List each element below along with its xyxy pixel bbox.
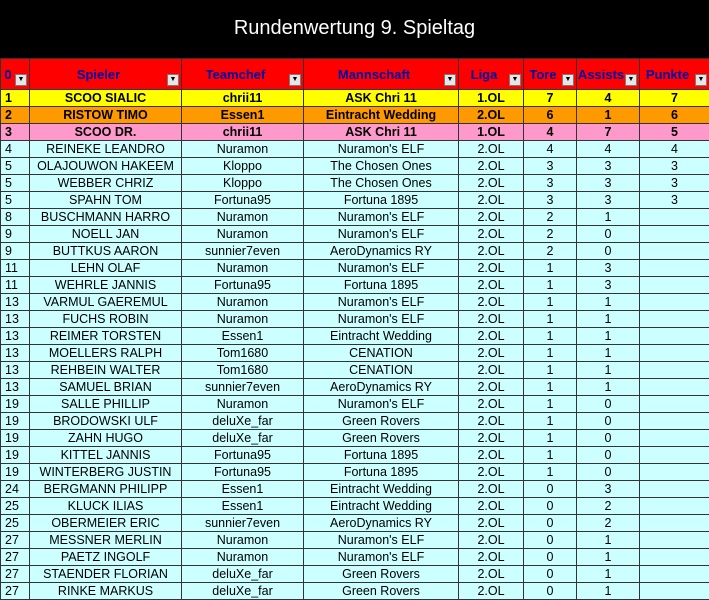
cell-tore: 0 <box>524 583 577 600</box>
cell-rank: 9 <box>1 243 30 260</box>
cell-tore: 1 <box>524 464 577 481</box>
cell-teamchef: Nuramon <box>182 549 304 566</box>
cell-rank: 11 <box>1 277 30 294</box>
cell-assists: 2 <box>577 498 640 515</box>
cell-punkte <box>640 379 709 396</box>
cell-spieler: LEHN OLAF <box>30 260 182 277</box>
cell-spieler: MOELLERS RALPH <box>30 345 182 362</box>
cell-teamchef: Fortuna95 <box>182 192 304 209</box>
column-header-label: Spieler <box>77 67 134 82</box>
cell-tore: 1 <box>524 311 577 328</box>
cell-teamchef: sunnier7even <box>182 515 304 532</box>
cell-tore: 2 <box>524 209 577 226</box>
filter-dropdown-arrow-icon[interactable]: ▼ <box>562 74 574 86</box>
cell-assists: 3 <box>577 175 640 192</box>
column-header-punkte <box>640 59 709 90</box>
cell-rank: 5 <box>1 158 30 175</box>
cell-mannschaft: Fortuna 1895 <box>304 464 459 481</box>
column-header-rank <box>1 59 30 90</box>
cell-assists: 3 <box>577 192 640 209</box>
cell-tore: 0 <box>524 481 577 498</box>
cell-mannschaft: Green Rovers <box>304 413 459 430</box>
cell-spieler: OBERMEIER ERIC <box>30 515 182 532</box>
table-row <box>1 515 709 532</box>
cell-rank: 27 <box>1 583 30 600</box>
cell-punkte: 6 <box>640 107 709 124</box>
cell-assists: 0 <box>577 447 640 464</box>
cell-rank: 19 <box>1 413 30 430</box>
cell-tore: 1 <box>524 362 577 379</box>
cell-assists: 1 <box>577 549 640 566</box>
cell-liga: 2.OL <box>459 566 524 583</box>
cell-spieler: SALLE PHILLIP <box>30 396 182 413</box>
cell-punkte <box>640 413 709 430</box>
cell-punkte <box>640 345 709 362</box>
cell-liga: 2.OL <box>459 532 524 549</box>
cell-rank: 1 <box>1 90 30 107</box>
cell-punkte: 3 <box>640 158 709 175</box>
cell-liga: 2.OL <box>459 243 524 260</box>
cell-spieler: OLAJOUWON HAKEEM <box>30 158 182 175</box>
cell-assists: 1 <box>577 362 640 379</box>
column-header-label: 0 <box>4 67 25 82</box>
cell-punkte: 3 <box>640 192 709 209</box>
cell-mannschaft: Green Rovers <box>304 566 459 583</box>
table-row <box>1 362 709 379</box>
cell-teamchef: Fortuna95 <box>182 447 304 464</box>
cell-mannschaft: Nuramon's ELF <box>304 396 459 413</box>
cell-mannschaft: Eintracht Wedding <box>304 481 459 498</box>
table-row <box>1 90 709 107</box>
column-header-label: Teamchef <box>206 67 280 82</box>
cell-tore: 1 <box>524 277 577 294</box>
table-row <box>1 396 709 413</box>
cell-punkte <box>640 549 709 566</box>
cell-assists: 3 <box>577 277 640 294</box>
cell-assists: 1 <box>577 532 640 549</box>
cell-teamchef: Nuramon <box>182 141 304 158</box>
cell-assists: 0 <box>577 243 640 260</box>
cell-spieler: VARMUL GAEREMUL <box>30 294 182 311</box>
cell-teamchef: Essen1 <box>182 498 304 515</box>
table-row <box>1 158 709 175</box>
cell-liga: 2.OL <box>459 362 524 379</box>
table-row <box>1 192 709 209</box>
cell-tore: 2 <box>524 243 577 260</box>
cell-tore: 3 <box>524 158 577 175</box>
cell-mannschaft: Nuramon's ELF <box>304 311 459 328</box>
cell-assists: 1 <box>577 209 640 226</box>
cell-assists: 1 <box>577 379 640 396</box>
cell-tore: 0 <box>524 515 577 532</box>
cell-mannschaft: Eintracht Wedding <box>304 107 459 124</box>
cell-tore: 0 <box>524 532 577 549</box>
cell-spieler: SCOO SIALIC <box>30 90 182 107</box>
table-row <box>1 260 709 277</box>
cell-rank: 19 <box>1 447 30 464</box>
table-row <box>1 124 709 141</box>
cell-tore: 1 <box>524 294 577 311</box>
cell-rank: 4 <box>1 141 30 158</box>
cell-liga: 2.OL <box>459 583 524 600</box>
cell-assists: 3 <box>577 260 640 277</box>
cell-rank: 13 <box>1 362 30 379</box>
cell-mannschaft: Nuramon's ELF <box>304 226 459 243</box>
cell-teamchef: sunnier7even <box>182 379 304 396</box>
cell-liga: 2.OL <box>459 549 524 566</box>
cell-mannschaft: The Chosen Ones <box>304 158 459 175</box>
cell-tore: 1 <box>524 413 577 430</box>
cell-rank: 2 <box>1 107 30 124</box>
cell-liga: 2.OL <box>459 294 524 311</box>
table-row <box>1 209 709 226</box>
table-row <box>1 107 709 124</box>
filter-dropdown-arrow-icon[interactable]: ▼ <box>625 74 637 86</box>
cell-punkte <box>640 515 709 532</box>
table-body <box>1 90 709 600</box>
cell-mannschaft: Nuramon's ELF <box>304 141 459 158</box>
cell-punkte <box>640 362 709 379</box>
cell-rank: 5 <box>1 192 30 209</box>
table-row <box>1 141 709 158</box>
cell-liga: 2.OL <box>459 498 524 515</box>
cell-punkte <box>640 311 709 328</box>
cell-assists: 0 <box>577 464 640 481</box>
cell-mannschaft: Nuramon's ELF <box>304 549 459 566</box>
cell-mannschaft: Eintracht Wedding <box>304 328 459 345</box>
cell-mannschaft: Fortuna 1895 <box>304 277 459 294</box>
cell-rank: 5 <box>1 175 30 192</box>
cell-tore: 2 <box>524 226 577 243</box>
cell-rank: 25 <box>1 515 30 532</box>
cell-tore: 7 <box>524 90 577 107</box>
cell-spieler: FUCHS ROBIN <box>30 311 182 328</box>
cell-punkte <box>640 277 709 294</box>
cell-rank: 3 <box>1 124 30 141</box>
cell-spieler: SAMUEL BRIAN <box>30 379 182 396</box>
cell-rank: 27 <box>1 532 30 549</box>
cell-tore: 1 <box>524 396 577 413</box>
cell-punkte <box>640 260 709 277</box>
cell-teamchef: Nuramon <box>182 260 304 277</box>
cell-punkte: 7 <box>640 90 709 107</box>
cell-spieler: REINEKE LEANDRO <box>30 141 182 158</box>
cell-tore: 0 <box>524 549 577 566</box>
cell-teamchef: Nuramon <box>182 532 304 549</box>
cell-rank: 19 <box>1 464 30 481</box>
cell-mannschaft: The Chosen Ones <box>304 175 459 192</box>
cell-tore: 1 <box>524 345 577 362</box>
cell-rank: 24 <box>1 481 30 498</box>
filter-dropdown-arrow-icon[interactable]: ▼ <box>444 74 456 86</box>
cell-tore: 3 <box>524 175 577 192</box>
cell-liga: 2.OL <box>459 379 524 396</box>
cell-liga: 1.OL <box>459 124 524 141</box>
cell-punkte <box>640 481 709 498</box>
cell-teamchef: Fortuna95 <box>182 277 304 294</box>
cell-punkte: 5 <box>640 124 709 141</box>
cell-teamchef: deluXe_far <box>182 413 304 430</box>
cell-liga: 2.OL <box>459 226 524 243</box>
cell-teamchef: deluXe_far <box>182 566 304 583</box>
cell-spieler: PAETZ INGOLF <box>30 549 182 566</box>
table-row <box>1 277 709 294</box>
cell-assists: 1 <box>577 583 640 600</box>
cell-mannschaft: Fortuna 1895 <box>304 192 459 209</box>
cell-mannschaft: CENATION <box>304 362 459 379</box>
cell-rank: 19 <box>1 396 30 413</box>
column-header-label: Assists <box>578 67 638 82</box>
table-row <box>1 464 709 481</box>
cell-punkte <box>640 209 709 226</box>
cell-mannschaft: ASK Chri 11 <box>304 124 459 141</box>
cell-rank: 25 <box>1 498 30 515</box>
cell-spieler: BUTTKUS AARON <box>30 243 182 260</box>
cell-tore: 0 <box>524 498 577 515</box>
cell-tore: 1 <box>524 260 577 277</box>
cell-mannschaft: AeroDynamics RY <box>304 515 459 532</box>
cell-assists: 1 <box>577 294 640 311</box>
cell-assists: 0 <box>577 396 640 413</box>
cell-liga: 2.OL <box>459 192 524 209</box>
cell-assists: 1 <box>577 328 640 345</box>
cell-teamchef: deluXe_far <box>182 583 304 600</box>
cell-teamchef: Nuramon <box>182 294 304 311</box>
cell-liga: 2.OL <box>459 447 524 464</box>
column-header-spieler <box>30 59 182 90</box>
cell-punkte <box>640 498 709 515</box>
cell-liga: 2.OL <box>459 311 524 328</box>
cell-liga: 2.OL <box>459 141 524 158</box>
cell-rank: 27 <box>1 549 30 566</box>
cell-teamchef: Tom1680 <box>182 345 304 362</box>
cell-spieler: RISTOW TIMO <box>30 107 182 124</box>
cell-liga: 2.OL <box>459 345 524 362</box>
table-row <box>1 175 709 192</box>
cell-rank: 13 <box>1 345 30 362</box>
cell-rank: 13 <box>1 379 30 396</box>
table-row <box>1 566 709 583</box>
cell-liga: 2.OL <box>459 413 524 430</box>
table-row <box>1 583 709 600</box>
cell-mannschaft: Eintracht Wedding <box>304 498 459 515</box>
cell-assists: 1 <box>577 311 640 328</box>
filter-dropdown-arrow-icon[interactable]: ▼ <box>167 74 179 86</box>
cell-mannschaft: Nuramon's ELF <box>304 209 459 226</box>
cell-assists: 4 <box>577 141 640 158</box>
filter-dropdown-arrow-icon[interactable]: ▼ <box>695 74 707 86</box>
cell-spieler: KLUCK ILIAS <box>30 498 182 515</box>
cell-tore: 1 <box>524 379 577 396</box>
column-header-liga <box>459 59 524 90</box>
cell-teamchef: Essen1 <box>182 107 304 124</box>
cell-tore: 4 <box>524 124 577 141</box>
cell-spieler: MESSNER MERLIN <box>30 532 182 549</box>
cell-teamchef: Fortuna95 <box>182 464 304 481</box>
cell-rank: 13 <box>1 311 30 328</box>
cell-teamchef: Kloppo <box>182 175 304 192</box>
cell-teamchef: Kloppo <box>182 158 304 175</box>
sheet-title: Rundenwertung 9. Spieltag <box>0 0 709 58</box>
cell-liga: 2.OL <box>459 158 524 175</box>
cell-punkte <box>640 532 709 549</box>
filter-dropdown-arrow-icon[interactable]: ▼ <box>15 74 27 86</box>
filter-dropdown-arrow-icon[interactable]: ▼ <box>289 74 301 86</box>
cell-teamchef: Essen1 <box>182 481 304 498</box>
cell-rank: 11 <box>1 260 30 277</box>
cell-punkte <box>640 226 709 243</box>
cell-tore: 1 <box>524 328 577 345</box>
cell-mannschaft: AeroDynamics RY <box>304 379 459 396</box>
cell-assists: 0 <box>577 430 640 447</box>
cell-assists: 7 <box>577 124 640 141</box>
cell-liga: 2.OL <box>459 277 524 294</box>
cell-teamchef: deluXe_far <box>182 430 304 447</box>
cell-liga: 2.OL <box>459 481 524 498</box>
cell-liga: 2.OL <box>459 209 524 226</box>
table-row <box>1 430 709 447</box>
cell-punkte <box>640 583 709 600</box>
cell-spieler: ZAHN HUGO <box>30 430 182 447</box>
cell-tore: 4 <box>524 141 577 158</box>
cell-spieler: KITTEL JANNIS <box>30 447 182 464</box>
cell-punkte <box>640 447 709 464</box>
table-row <box>1 243 709 260</box>
filter-dropdown-arrow-icon[interactable]: ▼ <box>509 74 521 86</box>
cell-liga: 1.OL <box>459 90 524 107</box>
cell-rank: 8 <box>1 209 30 226</box>
column-header-teamchef <box>182 59 304 90</box>
cell-assists: 2 <box>577 515 640 532</box>
cell-spieler: WEBBER CHRIZ <box>30 175 182 192</box>
cell-spieler: BUSCHMANN HARRO <box>30 209 182 226</box>
cell-teamchef: Nuramon <box>182 226 304 243</box>
column-header-label: Punkte <box>646 67 703 82</box>
cell-teamchef: chrii11 <box>182 90 304 107</box>
cell-teamchef: Essen1 <box>182 328 304 345</box>
cell-teamchef: Tom1680 <box>182 362 304 379</box>
cell-rank: 19 <box>1 430 30 447</box>
cell-punkte <box>640 328 709 345</box>
cell-punkte <box>640 566 709 583</box>
table-row <box>1 413 709 430</box>
cell-assists: 3 <box>577 481 640 498</box>
table-row <box>1 311 709 328</box>
table-row <box>1 481 709 498</box>
cell-spieler: STAENDER FLORIAN <box>30 566 182 583</box>
cell-mannschaft: ASK Chri 11 <box>304 90 459 107</box>
cell-rank: 13 <box>1 328 30 345</box>
cell-rank: 27 <box>1 566 30 583</box>
cell-spieler: WINTERBERG JUSTIN <box>30 464 182 481</box>
ranking-table <box>0 58 709 600</box>
cell-spieler: SCOO DR. <box>30 124 182 141</box>
cell-punkte: 4 <box>640 141 709 158</box>
cell-mannschaft: Nuramon's ELF <box>304 260 459 277</box>
column-header-tore <box>524 59 577 90</box>
table-row <box>1 328 709 345</box>
cell-liga: 2.OL <box>459 464 524 481</box>
cell-assists: 1 <box>577 107 640 124</box>
table-row <box>1 532 709 549</box>
cell-mannschaft: Green Rovers <box>304 583 459 600</box>
column-header-label: Tore <box>529 67 570 82</box>
cell-liga: 2.OL <box>459 107 524 124</box>
cell-tore: 0 <box>524 566 577 583</box>
cell-spieler: BERGMANN PHILIPP <box>30 481 182 498</box>
cell-teamchef: Nuramon <box>182 311 304 328</box>
table-row <box>1 226 709 243</box>
cell-rank: 9 <box>1 226 30 243</box>
cell-teamchef: chrii11 <box>182 124 304 141</box>
cell-assists: 0 <box>577 226 640 243</box>
cell-mannschaft: Fortuna 1895 <box>304 447 459 464</box>
cell-spieler: BRODOWSKI ULF <box>30 413 182 430</box>
cell-liga: 2.OL <box>459 328 524 345</box>
cell-liga: 2.OL <box>459 396 524 413</box>
cell-punkte <box>640 243 709 260</box>
column-header-mannschaft <box>304 59 459 90</box>
cell-tore: 1 <box>524 447 577 464</box>
column-header-label: Mannschaft <box>338 67 424 82</box>
cell-mannschaft: CENATION <box>304 345 459 362</box>
column-header-label: Liga <box>471 67 512 82</box>
cell-liga: 2.OL <box>459 515 524 532</box>
cell-rank: 13 <box>1 294 30 311</box>
cell-spieler: REHBEIN WALTER <box>30 362 182 379</box>
table-row <box>1 447 709 464</box>
cell-tore: 6 <box>524 107 577 124</box>
cell-punkte: 3 <box>640 175 709 192</box>
cell-liga: 2.OL <box>459 175 524 192</box>
cell-spieler: WEHRLE JANNIS <box>30 277 182 294</box>
table-row <box>1 498 709 515</box>
cell-assists: 1 <box>577 345 640 362</box>
cell-tore: 1 <box>524 430 577 447</box>
table-row <box>1 294 709 311</box>
cell-mannschaft: Nuramon's ELF <box>304 294 459 311</box>
cell-tore: 3 <box>524 192 577 209</box>
cell-punkte <box>640 464 709 481</box>
cell-teamchef: sunnier7even <box>182 243 304 260</box>
cell-teamchef: Nuramon <box>182 209 304 226</box>
cell-assists: 3 <box>577 158 640 175</box>
cell-spieler: NOELL JAN <box>30 226 182 243</box>
column-header-assists <box>577 59 640 90</box>
cell-liga: 2.OL <box>459 260 524 277</box>
cell-assists: 4 <box>577 90 640 107</box>
cell-punkte <box>640 430 709 447</box>
cell-mannschaft: Nuramon's ELF <box>304 532 459 549</box>
cell-spieler: RINKE MARKUS <box>30 583 182 600</box>
cell-spieler: REIMER TORSTEN <box>30 328 182 345</box>
table-row <box>1 345 709 362</box>
cell-spieler: SPAHN TOM <box>30 192 182 209</box>
cell-liga: 2.OL <box>459 430 524 447</box>
header-row <box>1 59 709 90</box>
cell-assists: 0 <box>577 413 640 430</box>
cell-punkte <box>640 396 709 413</box>
cell-punkte <box>640 294 709 311</box>
cell-mannschaft: AeroDynamics RY <box>304 243 459 260</box>
cell-assists: 1 <box>577 566 640 583</box>
table-row <box>1 549 709 566</box>
table-row <box>1 379 709 396</box>
cell-mannschaft: Green Rovers <box>304 430 459 447</box>
cell-teamchef: Nuramon <box>182 396 304 413</box>
